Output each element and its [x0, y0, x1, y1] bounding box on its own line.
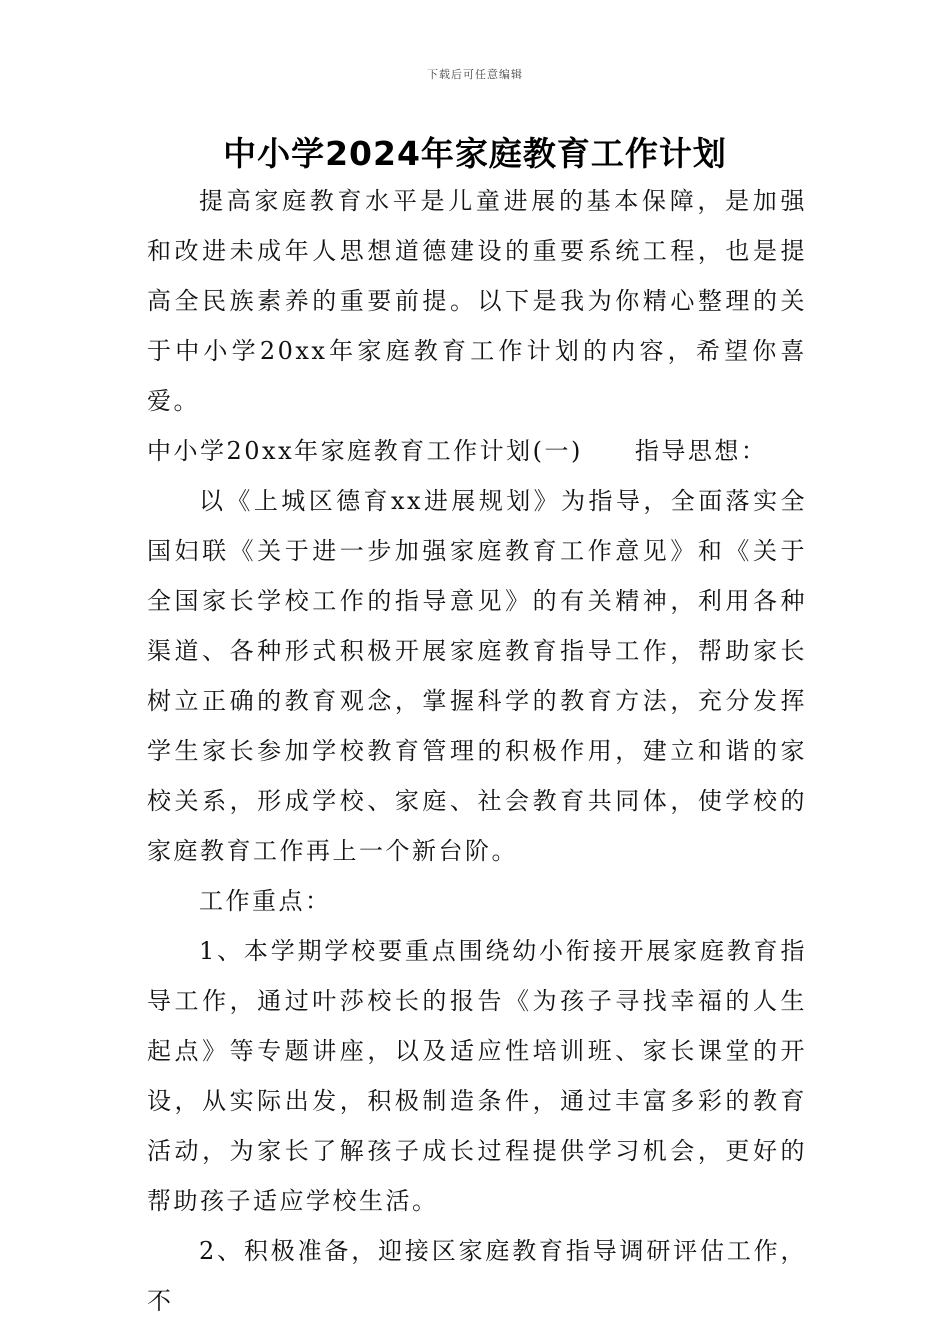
list-item-2: 2、积极准备，迎接区家庭教育指导调研评估工作，不	[147, 1237, 807, 1315]
document-body	[147, 176, 807, 1326]
header-note: 下载后可任意编辑	[427, 68, 523, 81]
document-title: 中小学2024年家庭教育工作计划	[223, 134, 727, 173]
guiding-paragraph: 以《上城区德育xx进展规划》为指导，全面落实全国妇联《关于进一步加强家庭教育工作意见》和《关于全国家长学校工作的指导意见》的有关精神，利用各种渠道、各种形式积极开展家庭教育指导工作，帮助家长树立正确的教育观念，掌握科学的教育方法，充分发挥学生家长参加学校教育管理的积极作用，建立和谐的家校关系，形成学校、家庭、社会教育共同体，使学校的家庭教育工作再上一个新台阶。	[147, 487, 807, 865]
section-label: 指导思想：	[634, 437, 768, 465]
intro-paragraph: 提高家庭教育水平是儿童进展的基本保障，是加强和改进未成年人思想道德建设的重要系统工程，也是提高全民族素养的重要前提。以下是我为你精心整理的关于中小学20xx年家庭教育工作计划的内容，希望你喜爱。	[147, 187, 807, 415]
section-heading-line	[147, 426, 807, 476]
section-heading: 中小学20xx年家庭教育工作计划(一)	[147, 437, 583, 465]
list-item-1: 1、本学期学校要重点围绕幼小衔接开展家庭教育指导工作，通过叶莎校长的报告《为孩子寻找幸福的人生起点》等专题讲座，以及适应性培训班、家长课堂的开设，从实际出发，积极制造条件，通过丰富多彩的教育活动，为家长了解孩子成长过程提供学习机会，更好的帮助孩子适应学校生活。	[147, 937, 807, 1215]
focus-heading: 工作重点：	[199, 887, 332, 915]
